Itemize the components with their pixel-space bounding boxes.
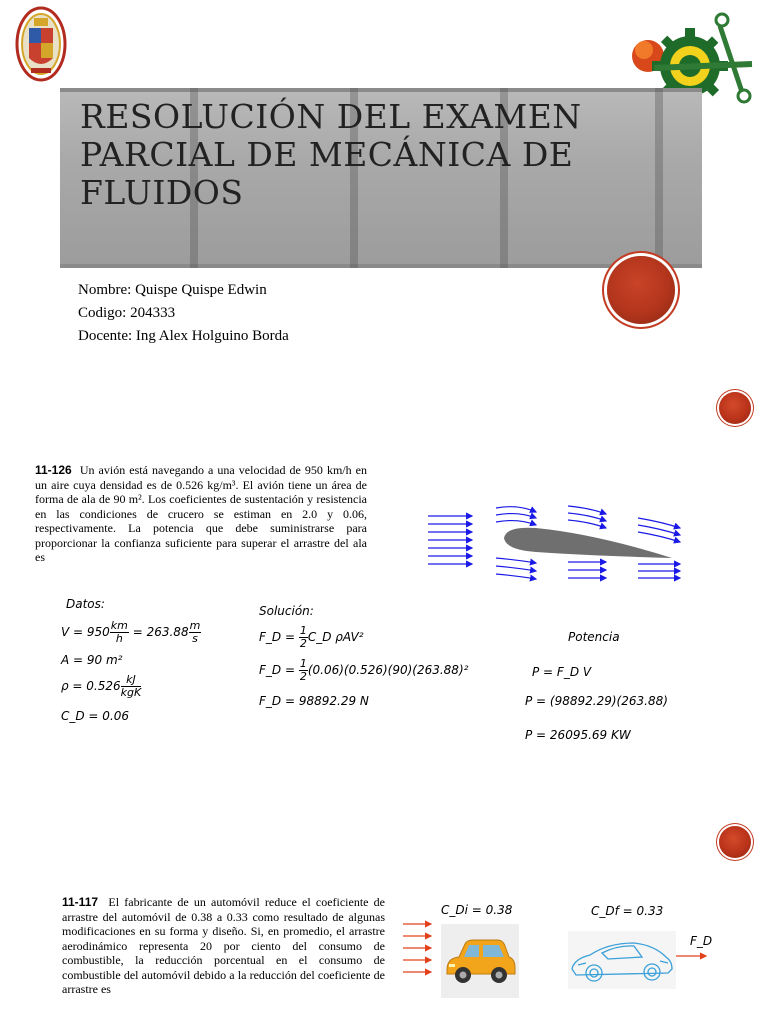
problem-2-text: El fabricante de un automóvil reduce el coeficiente de arrastre del automóvil de 0.38 a 0.33 como resultado de algunas modificaciones en su forma y diseño. Si, en promedio, el arrastre aerodinámico representa 20 por ciento del consumo de combustible, la reducción porcentual en el consumo de combustible del automóvil debido a la reducción del coeficiente de arrastre es: [62, 895, 386, 996]
sports-car-outline-figure: [568, 931, 676, 989]
density-value: ρ = 0.526: [61, 679, 121, 693]
fraction-denominator: kgK: [120, 686, 142, 699]
fraction-numerator: kJ: [121, 674, 142, 687]
title-line-1: RESOLUCIÓN DEL EXAMEN: [80, 97, 582, 136]
student-code: Codigo: 204333: [78, 305, 176, 321]
fraction-denominator: s: [192, 632, 198, 645]
student-name: Nombre: Quispe Quispe Edwin: [78, 282, 267, 298]
problem-1-number: 11-126: [35, 463, 72, 477]
red-circle-bullet: [719, 392, 751, 424]
title-line-2: PARCIAL DE MECÁNICA DE: [80, 135, 574, 174]
density-unit-fraction: [121, 674, 142, 699]
datos-label: Datos:: [66, 597, 105, 611]
red-circle-bullet: [719, 826, 751, 858]
drag-substitution-lhs: F_D =: [259, 663, 296, 677]
power-formula-line: P = F_D V: [532, 665, 592, 679]
area-line: A = 90 m²: [61, 653, 123, 667]
fraction-denominator: h: [115, 632, 123, 645]
fraction-numerator: 1: [299, 657, 307, 670]
velocity-value: V = 950: [61, 625, 110, 639]
problem-2-statement: [62, 895, 385, 997]
drag-force-label: F_D: [690, 934, 713, 948]
velocity-converted: = 263.88: [132, 625, 189, 639]
drag-formula-lhs: F_D =: [259, 630, 296, 644]
drag-coefficient-line: C_D = 0.06: [61, 709, 130, 723]
velocity-unit-fraction: [110, 620, 129, 645]
fraction-numerator: 1: [299, 624, 307, 637]
drag-substitution-line: [259, 658, 468, 683]
power-substitution-line: P = (98892.29)(263.88): [525, 694, 668, 708]
airfoil-flow-figure: [426, 500, 688, 588]
problem-2-number: 11-117: [62, 895, 99, 909]
potencia-label: Potencia: [568, 630, 620, 644]
page-title: [80, 98, 680, 212]
drag-substitution-rhs: (0.06)(0.526)(90)(263.88)²: [307, 663, 469, 677]
drag-force-arrow: [676, 950, 712, 962]
drag-formula-line: [259, 625, 364, 650]
fraction-denominator: 2: [299, 637, 307, 650]
incoming-flow-arrows: [403, 918, 439, 982]
solucion-label: Solución:: [259, 604, 314, 618]
yellow-car-figure: [441, 924, 519, 998]
drag-formula-rhs: C_D ρAV²: [307, 630, 364, 644]
fraction-denominator: 2: [299, 670, 307, 683]
fraction-numerator: m: [189, 619, 201, 632]
title-line-3: FLUIDOS: [80, 173, 244, 212]
velocity-line: [61, 620, 201, 645]
fraction-numerator: km: [110, 619, 128, 632]
university-crest-logo: [16, 6, 66, 82]
initial-drag-coefficient-label: C_Di = 0.38: [441, 903, 513, 917]
velocity-si-unit-fraction: [189, 620, 202, 645]
power-result-line: P = 26095.69 KW: [525, 728, 631, 742]
one-half-fraction: [299, 658, 308, 683]
final-drag-coefficient-label: C_Df = 0.33: [591, 904, 664, 918]
density-line: [61, 674, 141, 699]
large-red-circle-decoration: [607, 256, 675, 324]
one-half-fraction: [299, 625, 308, 650]
drag-result-line: F_D = 98892.29 N: [259, 694, 369, 708]
problem-1-statement: [35, 463, 367, 565]
teacher-name: Docente: Ing Alex Holguino Borda: [78, 328, 289, 344]
problem-1-text: Un avión está navegando a una velocidad de 950 km/h en un aire cuya densidad es de 0.526 kg/m³. El avión tiene un área de forma de ala de 90 m². Los coeficientes de sustentación y resistencia en las condiciones de crucero se estiman en 2.0 y 0.06, respectivamente. La potencia que debe suministrarse para proporcionar la confianza suficiente para superar el arrastre del ala es: [35, 463, 367, 564]
